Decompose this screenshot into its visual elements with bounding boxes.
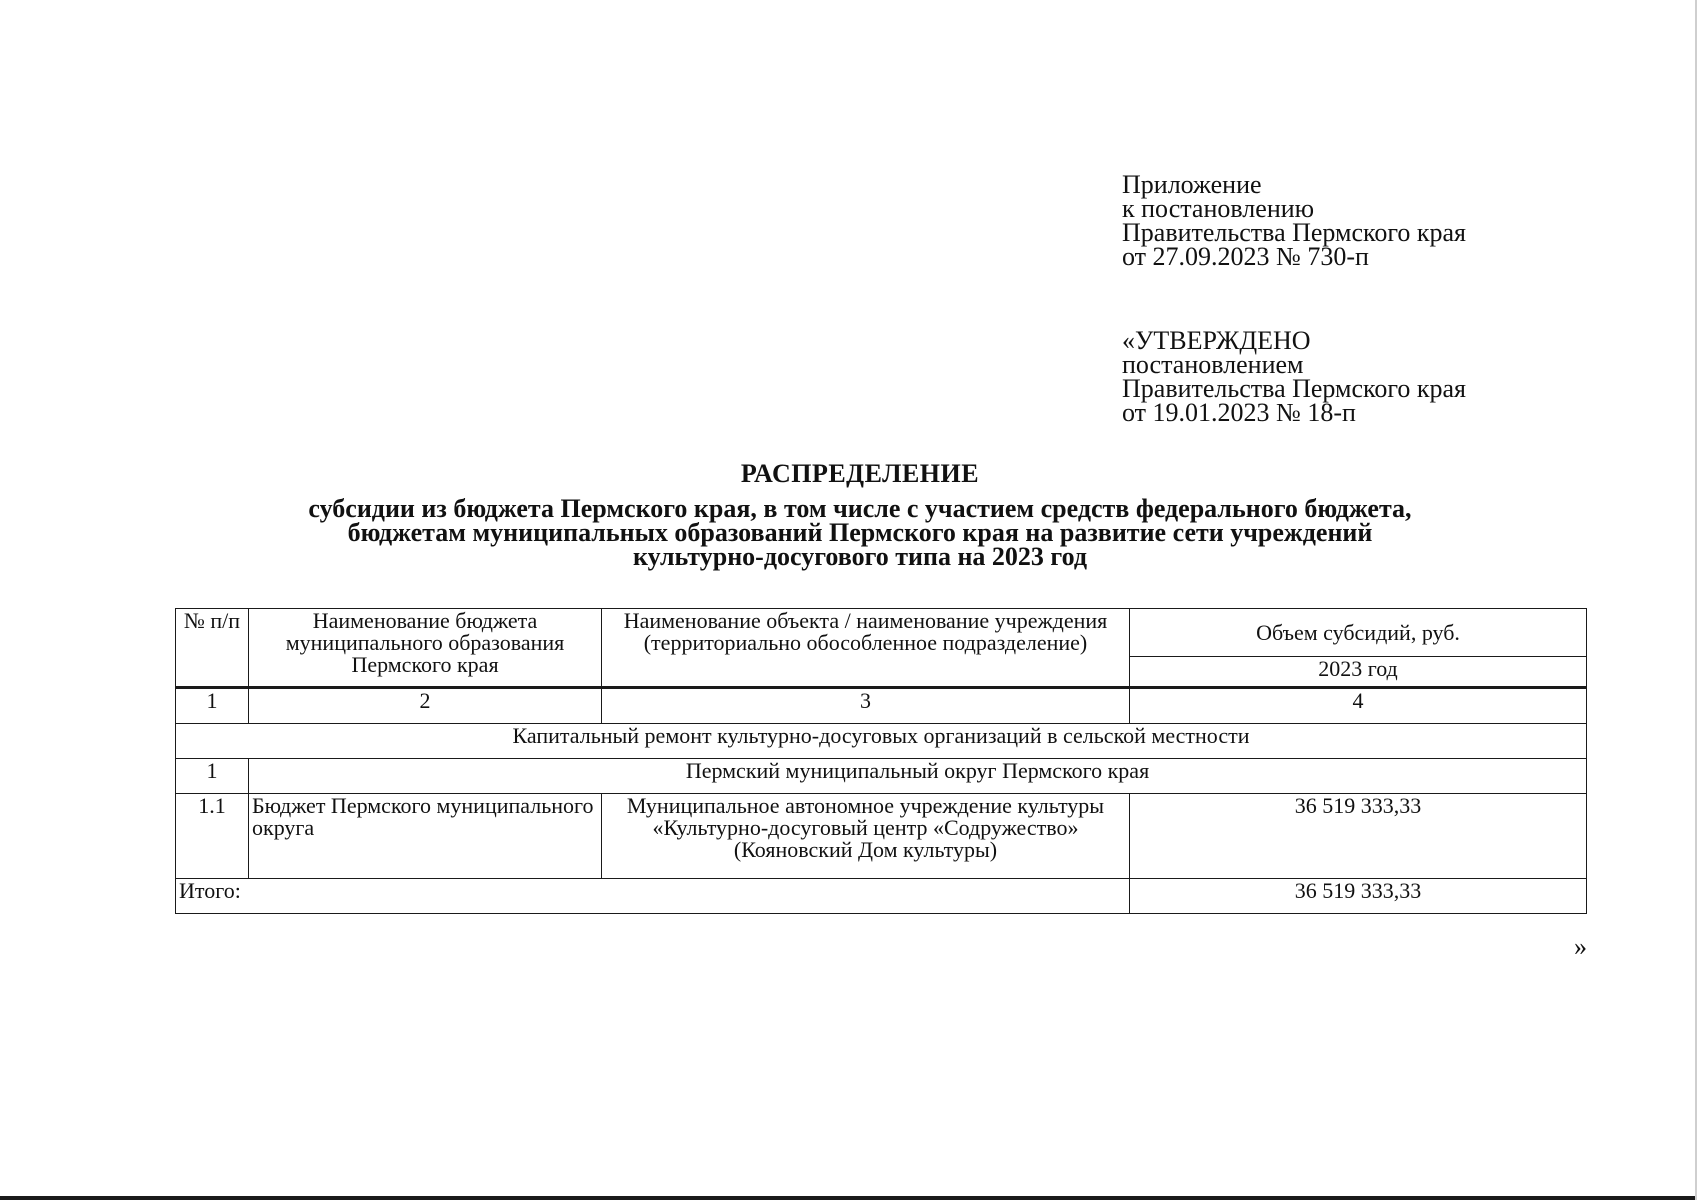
distribution-table <box>175 608 1587 914</box>
approved-line-2: постановлением <box>1122 350 1304 379</box>
appendix-block <box>1122 170 1466 271</box>
column-number-3: 3 <box>602 688 1130 724</box>
table-header-row <box>176 609 1587 657</box>
closing-quote: » <box>1574 932 1587 961</box>
section-row <box>176 724 1587 759</box>
subtitle-line-2: бюджетам муниципальных образований Пермского края на развитие сети учреждений <box>347 518 1373 547</box>
header-object: Наименование объекта / наименование учреждения (территориально обособленное подразделение) <box>602 609 1130 688</box>
total-amount: 36 519 333,33 <box>1130 879 1587 914</box>
column-number-2: 2 <box>249 688 602 724</box>
row-object: Муниципальное автономное учреждение культуры «Культурно-досуговый центр «Содружество» (Кояновский Дом культуры) <box>602 794 1130 879</box>
total-row <box>176 879 1587 914</box>
column-number-4: 4 <box>1130 688 1587 724</box>
approved-line-3: Правительства Пермского края <box>1122 374 1466 403</box>
appendix-line-1: Приложение <box>1122 170 1262 199</box>
column-number-1: 1 <box>176 688 249 724</box>
header-year: 2023 год <box>1130 657 1587 688</box>
document-title: РАСПРЕДЕЛЕНИЕ <box>740 459 980 488</box>
subtitle-line-1: субсидии из бюджета Пермского края, в том числе с участием средств федерального бюджета, <box>308 494 1412 523</box>
document-subtitle <box>0 494 1697 571</box>
group-name: Пермский муниципальный округ Пермского края <box>249 759 1587 794</box>
header-budget: Наименование бюджета муниципального образования Пермского края <box>249 609 602 688</box>
row-budget: Бюджет Пермского муниципального округа <box>249 794 602 879</box>
approved-line-4: от 19.01.2023 № 18-п <box>1122 398 1356 427</box>
total-label: Итого: <box>176 879 1130 914</box>
header-amount: Объем субсидий, руб. <box>1130 609 1587 657</box>
header-number: № п/п <box>176 609 249 688</box>
approved-block <box>1122 326 1466 427</box>
appendix-line-4: от 27.09.2023 № 730-п <box>1122 242 1369 271</box>
appendix-line-2: к постановлению <box>1122 194 1315 223</box>
group-row <box>176 759 1587 794</box>
group-number: 1 <box>176 759 249 794</box>
row-amount: 36 519 333,33 <box>1130 794 1587 879</box>
approved-line-1: «УТВЕРЖДЕНО <box>1122 326 1311 355</box>
column-number-row <box>176 688 1587 724</box>
subtitle-line-3: культурно-досугового типа на 2023 год <box>633 542 1087 571</box>
page-bottom-edge <box>0 1196 1697 1200</box>
section-title: Капитальный ремонт культурно-досуговых организаций в сельской местности <box>176 724 1587 759</box>
table-row <box>176 794 1587 879</box>
appendix-line-3: Правительства Пермского края <box>1122 218 1466 247</box>
row-number: 1.1 <box>176 794 249 879</box>
